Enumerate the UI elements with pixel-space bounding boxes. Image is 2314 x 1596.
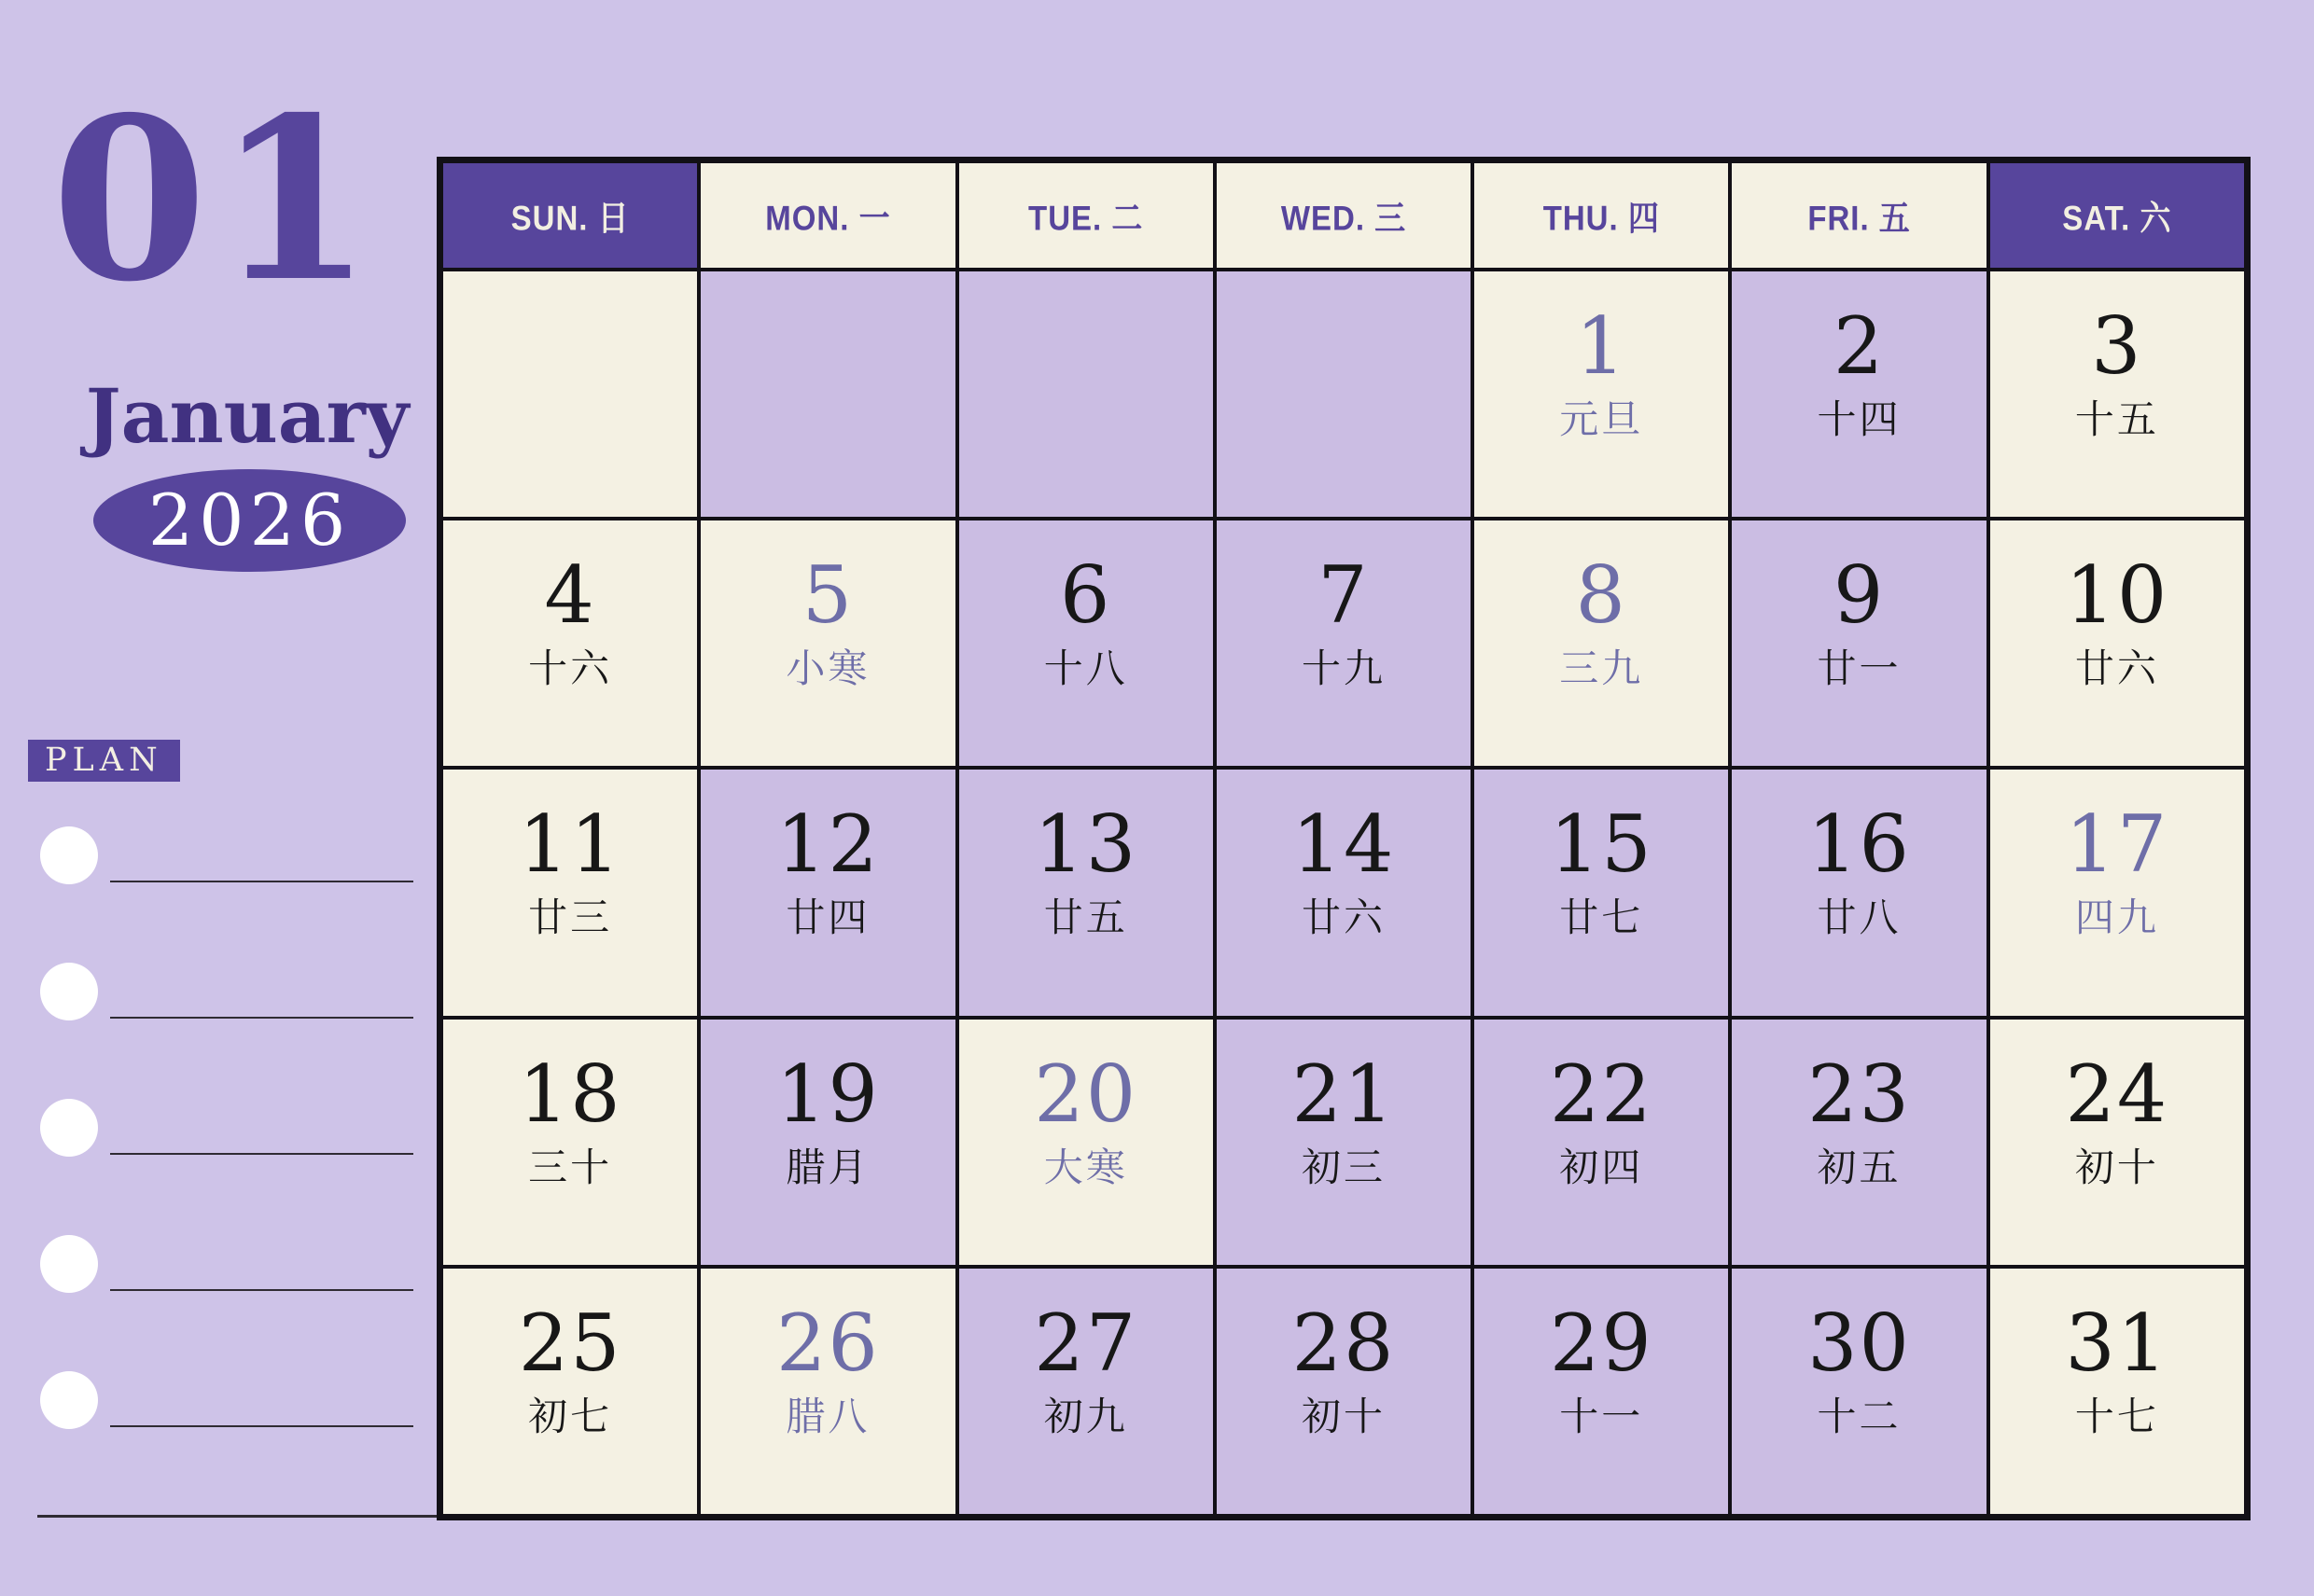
plan-row — [0, 963, 439, 1099]
month-name: January — [85, 372, 410, 460]
day-number: 29 — [1549, 1297, 1653, 1389]
weekday-label: SAT. 六 — [2062, 198, 2172, 237]
plan-row — [0, 1371, 439, 1507]
weekday-header — [701, 163, 955, 268]
day-cell — [443, 520, 697, 766]
day-number: 19 — [775, 1048, 880, 1140]
weekday-label: THU. 四 — [1542, 198, 1660, 237]
lunar-label: 四九 — [2074, 895, 2159, 941]
lunar-label: 初四 — [1559, 1144, 1644, 1190]
day-number: 14 — [1291, 798, 1396, 891]
weekday-label: FRI. 五 — [1807, 198, 1911, 237]
day-cell — [1474, 1020, 1728, 1265]
weekday-label: WED. 三 — [1280, 198, 1407, 237]
day-cell — [1474, 520, 1728, 766]
plan-row — [0, 826, 439, 963]
plan-bullet-circle — [40, 1371, 98, 1429]
empty-day-cell — [701, 271, 955, 517]
day-cell — [1990, 770, 2244, 1015]
day-number: 25 — [518, 1297, 622, 1389]
plan-bullet-circle — [40, 1235, 98, 1293]
lunar-label: 廿三 — [528, 895, 613, 941]
day-cell — [443, 1269, 697, 1514]
lunar-label: 十四 — [1817, 396, 1902, 442]
lunar-label: 十一 — [1559, 1393, 1644, 1439]
day-number: 10 — [2065, 549, 2169, 642]
weekday-header — [1732, 163, 1986, 268]
plan-writing-line — [110, 1289, 413, 1291]
day-cell — [1990, 1269, 2244, 1514]
day-number: 2 — [1833, 300, 1886, 392]
lunar-label: 十六 — [528, 645, 613, 692]
day-number: 13 — [1034, 798, 1138, 891]
year-label: 2026 — [147, 479, 352, 562]
lunar-label: 十二 — [1817, 1393, 1902, 1439]
lunar-label: 廿六 — [2074, 645, 2159, 692]
plan-row — [0, 1099, 439, 1235]
calendar-grid — [437, 157, 2251, 1520]
day-number: 20 — [1034, 1048, 1138, 1140]
bottom-rule — [37, 1515, 439, 1518]
day-cell — [1732, 271, 1986, 517]
day-cell — [701, 1269, 955, 1514]
lunar-label: 十五 — [2074, 396, 2159, 442]
day-cell — [1217, 770, 1471, 1015]
lunar-label: 十九 — [1301, 645, 1386, 692]
day-cell — [959, 1269, 1213, 1514]
plan-title: PLAN — [28, 740, 180, 782]
day-number: 8 — [1575, 549, 1627, 642]
day-number: 5 — [802, 549, 855, 642]
day-cell — [1732, 770, 1986, 1015]
day-number: 22 — [1549, 1048, 1653, 1140]
lunar-label: 初五 — [1817, 1144, 1902, 1190]
day-number: 9 — [1833, 549, 1886, 642]
day-number: 18 — [518, 1048, 622, 1140]
plan-bullet-circle — [40, 963, 98, 1020]
lunar-label: 十八 — [1043, 645, 1128, 692]
empty-day-cell — [959, 271, 1213, 517]
lunar-label: 元旦 — [1559, 396, 1644, 442]
plan-bullet-circle — [40, 826, 98, 884]
lunar-label: 初十 — [1301, 1393, 1386, 1439]
plan-bullet-circle — [40, 1099, 98, 1157]
day-number: 6 — [1059, 549, 1112, 642]
day-number: 4 — [544, 549, 596, 642]
lunar-label: 三十 — [528, 1144, 613, 1190]
plan-list — [0, 826, 439, 1517]
day-cell — [1732, 520, 1986, 766]
day-number: 17 — [2065, 798, 2169, 891]
plan-writing-line — [110, 1017, 413, 1019]
day-cell — [1217, 520, 1471, 766]
day-cell — [1990, 1020, 2244, 1265]
day-cell — [701, 520, 955, 766]
day-number: 1 — [1575, 300, 1627, 392]
day-number: 26 — [775, 1297, 880, 1389]
day-cell — [1217, 1269, 1471, 1514]
weekday-header — [1217, 163, 1471, 268]
day-number: 12 — [775, 798, 880, 891]
lunar-label: 廿七 — [1559, 895, 1644, 941]
lunar-label: 廿五 — [1043, 895, 1128, 941]
empty-day-cell — [443, 271, 697, 517]
lunar-label: 大寒 — [1043, 1144, 1128, 1190]
day-number: 28 — [1291, 1297, 1396, 1389]
day-number: 24 — [2065, 1048, 2169, 1140]
plan-row — [0, 1235, 439, 1371]
plan-writing-line — [110, 1425, 413, 1427]
day-number: 3 — [2091, 300, 2143, 392]
lunar-label: 廿一 — [1817, 645, 1902, 692]
day-cell — [1217, 1020, 1471, 1265]
lunar-label: 廿四 — [786, 895, 871, 941]
weekday-label: MON. 一 — [765, 198, 891, 237]
weekday-header — [1474, 163, 1728, 268]
lunar-label: 初九 — [1043, 1393, 1128, 1439]
day-cell — [1990, 271, 2244, 517]
day-number: 31 — [2065, 1297, 2169, 1389]
day-cell — [959, 770, 1213, 1015]
lunar-label: 廿八 — [1817, 895, 1902, 941]
day-number: 30 — [1807, 1297, 1911, 1389]
day-number: 7 — [1317, 549, 1370, 642]
lunar-label: 初十 — [2074, 1144, 2159, 1190]
day-number: 27 — [1034, 1297, 1138, 1389]
lunar-label: 初三 — [1301, 1144, 1386, 1190]
weekday-header — [959, 163, 1213, 268]
day-cell — [1990, 520, 2244, 766]
day-cell — [443, 1020, 697, 1265]
month-number: 01 — [51, 68, 382, 331]
day-cell — [1474, 770, 1728, 1015]
lunar-label: 廿六 — [1301, 895, 1386, 941]
day-number: 16 — [1807, 798, 1911, 891]
day-cell — [959, 1020, 1213, 1265]
day-cell — [1474, 1269, 1728, 1514]
lunar-label: 小寒 — [786, 645, 871, 692]
weekday-header — [443, 163, 697, 268]
day-number: 15 — [1549, 798, 1653, 891]
day-cell — [1732, 1020, 1986, 1265]
day-number: 11 — [518, 798, 622, 891]
lunar-label: 十七 — [2074, 1393, 2159, 1439]
lunar-label: 初七 — [528, 1393, 613, 1439]
weekday-label: TUE. 二 — [1028, 198, 1144, 237]
lunar-label: 三九 — [1559, 645, 1644, 692]
plan-writing-line — [110, 881, 413, 882]
day-number: 21 — [1291, 1048, 1396, 1140]
day-cell — [701, 1020, 955, 1265]
weekday-header — [1990, 163, 2244, 268]
weekday-label: SUN. 日 — [510, 198, 630, 237]
day-cell — [701, 770, 955, 1015]
day-cell — [443, 770, 697, 1015]
empty-day-cell — [1217, 271, 1471, 517]
day-cell — [959, 520, 1213, 766]
day-cell — [1732, 1269, 1986, 1514]
lunar-label: 腊八 — [786, 1393, 871, 1439]
lunar-label: 腊月 — [786, 1144, 871, 1190]
day-number: 23 — [1807, 1048, 1911, 1140]
plan-writing-line — [110, 1153, 413, 1155]
day-cell — [1474, 271, 1728, 517]
year-badge — [93, 469, 406, 572]
